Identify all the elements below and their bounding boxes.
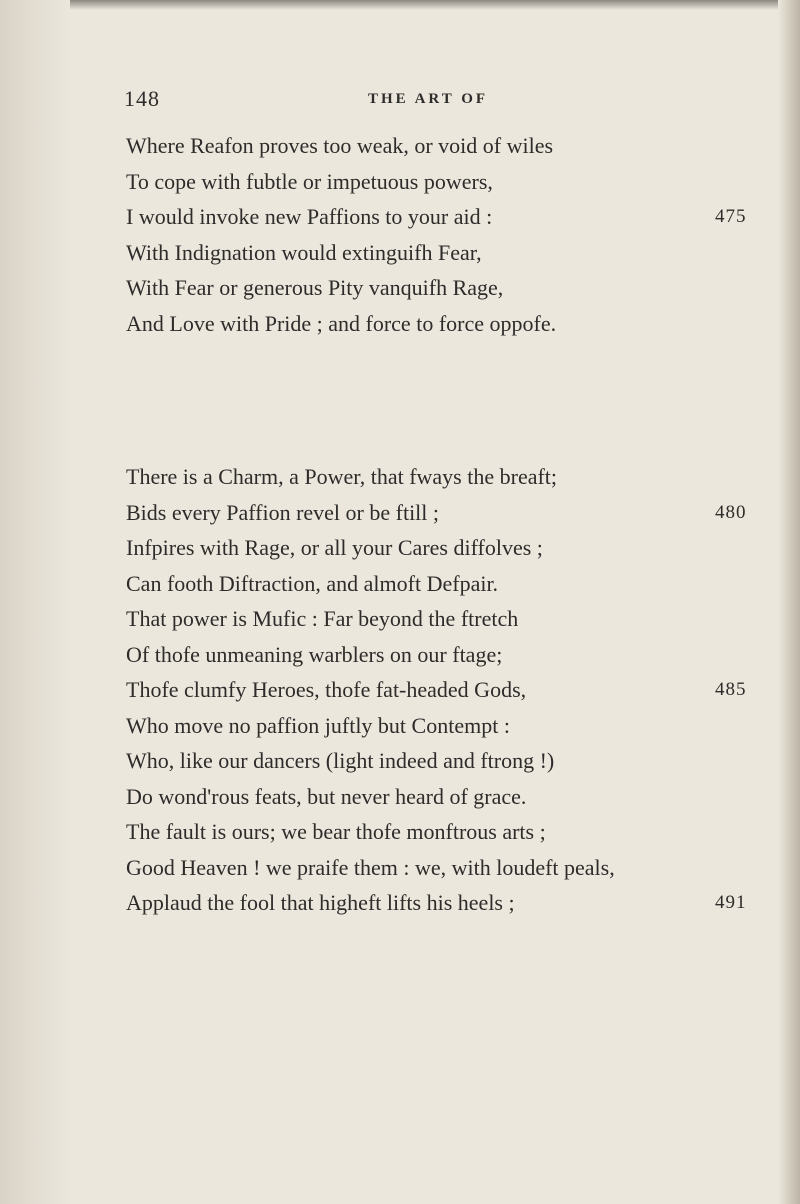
verse-line — [126, 637, 766, 673]
page-number: 148 — [124, 86, 160, 111]
verse-text: Where Reafon proves too weak, or void of wiles — [126, 133, 554, 158]
verse-line — [126, 164, 766, 200]
running-head: THE ART OF — [368, 91, 489, 107]
verse-text: I would invoke new Paffions to your aid : — [126, 204, 493, 229]
verse-line — [126, 270, 766, 306]
verse-line — [126, 199, 766, 235]
verse-text: That power is Mufic : Far beyond the ftretch — [126, 606, 519, 631]
verse-text: There is a Charm, a Power, that fways the breaft; — [126, 464, 558, 489]
verse-line — [126, 495, 766, 531]
verse-text: Do wond'rous feats, but never heard of grace. — [126, 783, 527, 809]
verse-line — [126, 779, 766, 815]
verse-text: Applaud the fool that higheft lifts his heels ; — [126, 890, 515, 915]
line-number: 475 — [715, 206, 747, 227]
verse-line — [126, 885, 766, 921]
verse-text: The fault is ours; we bear thofe monftrous arts ; — [126, 819, 546, 844]
verse-text: Can footh Diftraction, and almoft Defpair. — [126, 570, 499, 596]
verse-text: With Fear or generous Pity vanquifh Rage, — [126, 275, 504, 300]
verse-line — [126, 530, 766, 566]
verse-line — [126, 743, 766, 779]
page-top-shadow — [0, 0, 800, 10]
verse-line — [126, 235, 766, 271]
verse-line — [126, 128, 766, 164]
stanza-1 — [126, 128, 766, 341]
verse-line — [126, 566, 766, 602]
line-number: 491 — [715, 892, 747, 913]
line-number: 480 — [715, 501, 747, 523]
page-gutter — [0, 0, 70, 1204]
verse-text: Thofe clumfy Heroes, thofe fat-headed Gods, — [126, 677, 527, 702]
verse-text: Bids every Paffion revel or be ftill ; — [126, 499, 440, 525]
verse-line — [126, 814, 766, 850]
page-header — [0, 86, 800, 116]
verse-text: Good Heaven ! we praife them : we, with loudeft peals, — [126, 854, 615, 880]
verse-text: Who move no paffion juftly but Contempt : — [126, 712, 510, 738]
verse-line — [126, 850, 766, 886]
verse-text: Who, like our dancers (light indeed and ftrong !) — [126, 748, 555, 773]
verse-line — [126, 306, 766, 342]
verse-text: And Love with Pride ; and force to force oppofe. — [126, 310, 557, 336]
verse-line — [126, 601, 766, 637]
line-number: 485 — [715, 679, 747, 700]
page-right-edge — [778, 0, 800, 1204]
verse-text: To cope with fubtle or impetuous powers, — [126, 168, 493, 194]
verse-line — [126, 459, 766, 495]
verse-text: With Indignation would extinguifh Fear, — [126, 239, 482, 265]
stanza-2 — [126, 459, 766, 921]
verse-text: Of thofe unmeaning warblers on our ftage; — [126, 641, 503, 667]
verse-text: Infpires with Rage, or all your Cares diffolves ; — [126, 535, 543, 560]
verse-line — [126, 708, 766, 744]
verse-line — [126, 672, 766, 708]
